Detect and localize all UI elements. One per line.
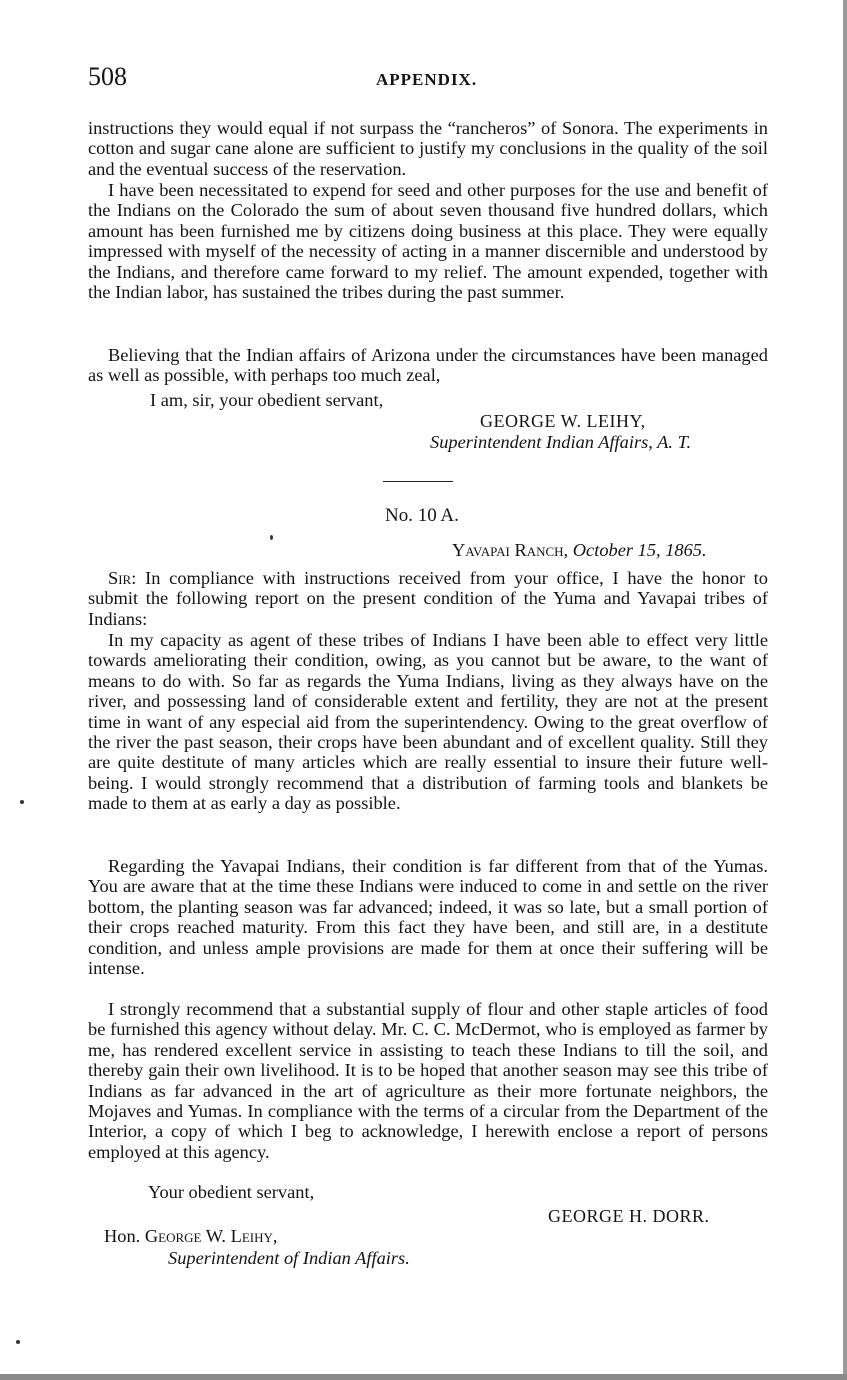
letter1-paragraph-2: I have been necessitated to expend for seed and other purposes for the use and benefit of the Indians on the Colorado the sum of about seven thousand five hundred dollars, which amount has been furnished me by citizens doing business at this place. They were equally impressed with myself of the necessity of acting in a manner discernible and understood by the Indians, and therefore came forward to my relief. The amount expended, together with the Indian labor, has sustained the tribes during the past summer. bbox=[88, 180, 768, 303]
letter2-paragraph-1 bbox=[88, 568, 768, 629]
page-edge bbox=[843, 0, 847, 1380]
addressee bbox=[104, 1226, 278, 1246]
letter2-paragraph-2: In my capacity as agent of these tribes of Indians I have been able to effect very little towards ameliorating their condition, owing, as you cannot but be aware, to the want of means to do with. So far as regards the Yuma Indians, living as they always have on the river, and possessing land of considerable extent and fertility, they are not at the present time in want of any especial aid from the superintendency. Owing to the great overflow of the river the past season, their crops have been abundant and of excellent quality. Still they are quite destitute of many articles which are really essential to insure their future well-being. I would strongly recommend that a distribution of farming tools and blankets be made to them at as early a day as possible. bbox=[88, 630, 768, 814]
page-number: 508 bbox=[88, 62, 127, 91]
running-head: APPENDIX. bbox=[376, 70, 478, 89]
letter2-paragraph-1-text: In compliance with instructions received from your office, I have the honor to submit the following report on the present condition of the Yuma and Yavapai tribes of Indians: bbox=[88, 568, 768, 629]
page-header bbox=[88, 62, 768, 98]
addressee-title: Superintendent of Indian Affairs. bbox=[168, 1248, 410, 1268]
letter1-paragraph-3: Believing that the Indian affairs of Arizona under the circumstances have been managed as well as possible, with perhaps too much zeal, bbox=[88, 345, 768, 386]
letter1-signature: GEORGE W. LEIHY, bbox=[480, 411, 646, 431]
section-number: No. 10 A. bbox=[385, 505, 459, 526]
letter2-paragraph-4: I strongly recommend that a substantial supply of flour and other staple articles of food be furnished this agency without delay. Mr. C. C. McDermot, who is employed as farmer by me, has rendered excellent service in assisting to teach these Indians to till the soil, and thereby gain their own livelihood. It is to be hoped that another season may see this tribe of Indians as far advanced in the art of agriculture as their more fortunate neighbors, the Mojaves and Yumas. In compliance with the terms of a circular from the Department of the Interior, a copy of which I beg to acknowledge, I herewith enclose a report of persons employed at this agency. bbox=[88, 999, 768, 1162]
scan-speck bbox=[270, 535, 273, 540]
scan-speck bbox=[20, 800, 24, 804]
addressee-name-text: George W. Leihy, bbox=[144, 1226, 278, 1246]
letter1-signature-title: Superintendent Indian Affairs, A. T. bbox=[430, 432, 692, 452]
dateline-place: Yavapai Ranch, bbox=[452, 540, 569, 560]
letter2-paragraph-3: Regarding the Yavapai Indians, their condition is far different from that of the Yumas. You are aware that at the time these Indians were induced to come in and settle on the river bottom, the planting season was far advanced; indeed, it was so late, but a small portion of their crops reached maturity. From this fact they have been, and still are, in a destitute condition, and unless ample provisions are made for them at once their suffering will be intense. bbox=[88, 856, 768, 979]
dateline-date: October 15, 1865. bbox=[572, 540, 707, 560]
letter2-signature: GEORGE H. DORR. bbox=[548, 1206, 710, 1226]
salutation: Sir: bbox=[108, 568, 137, 588]
page-edge-bottom bbox=[0, 1374, 847, 1380]
addressee-name: Hon. George W. Leihy, bbox=[104, 1226, 278, 1246]
letter1-paragraph-1: instructions they would equal if not surpass the “rancheros” of Sonora. The experiments in cotton and sugar cane alone are sufficient to justify my conclusions in the quality of the soil and the eventual success of the reservation. bbox=[88, 118, 768, 179]
letter2-closing: Your obedient servant, bbox=[148, 1182, 315, 1202]
dateline bbox=[452, 540, 707, 561]
letter1-closing: I am, sir, your obedient servant, bbox=[150, 390, 384, 410]
section-divider bbox=[383, 481, 453, 482]
scan-speck bbox=[16, 1340, 20, 1344]
